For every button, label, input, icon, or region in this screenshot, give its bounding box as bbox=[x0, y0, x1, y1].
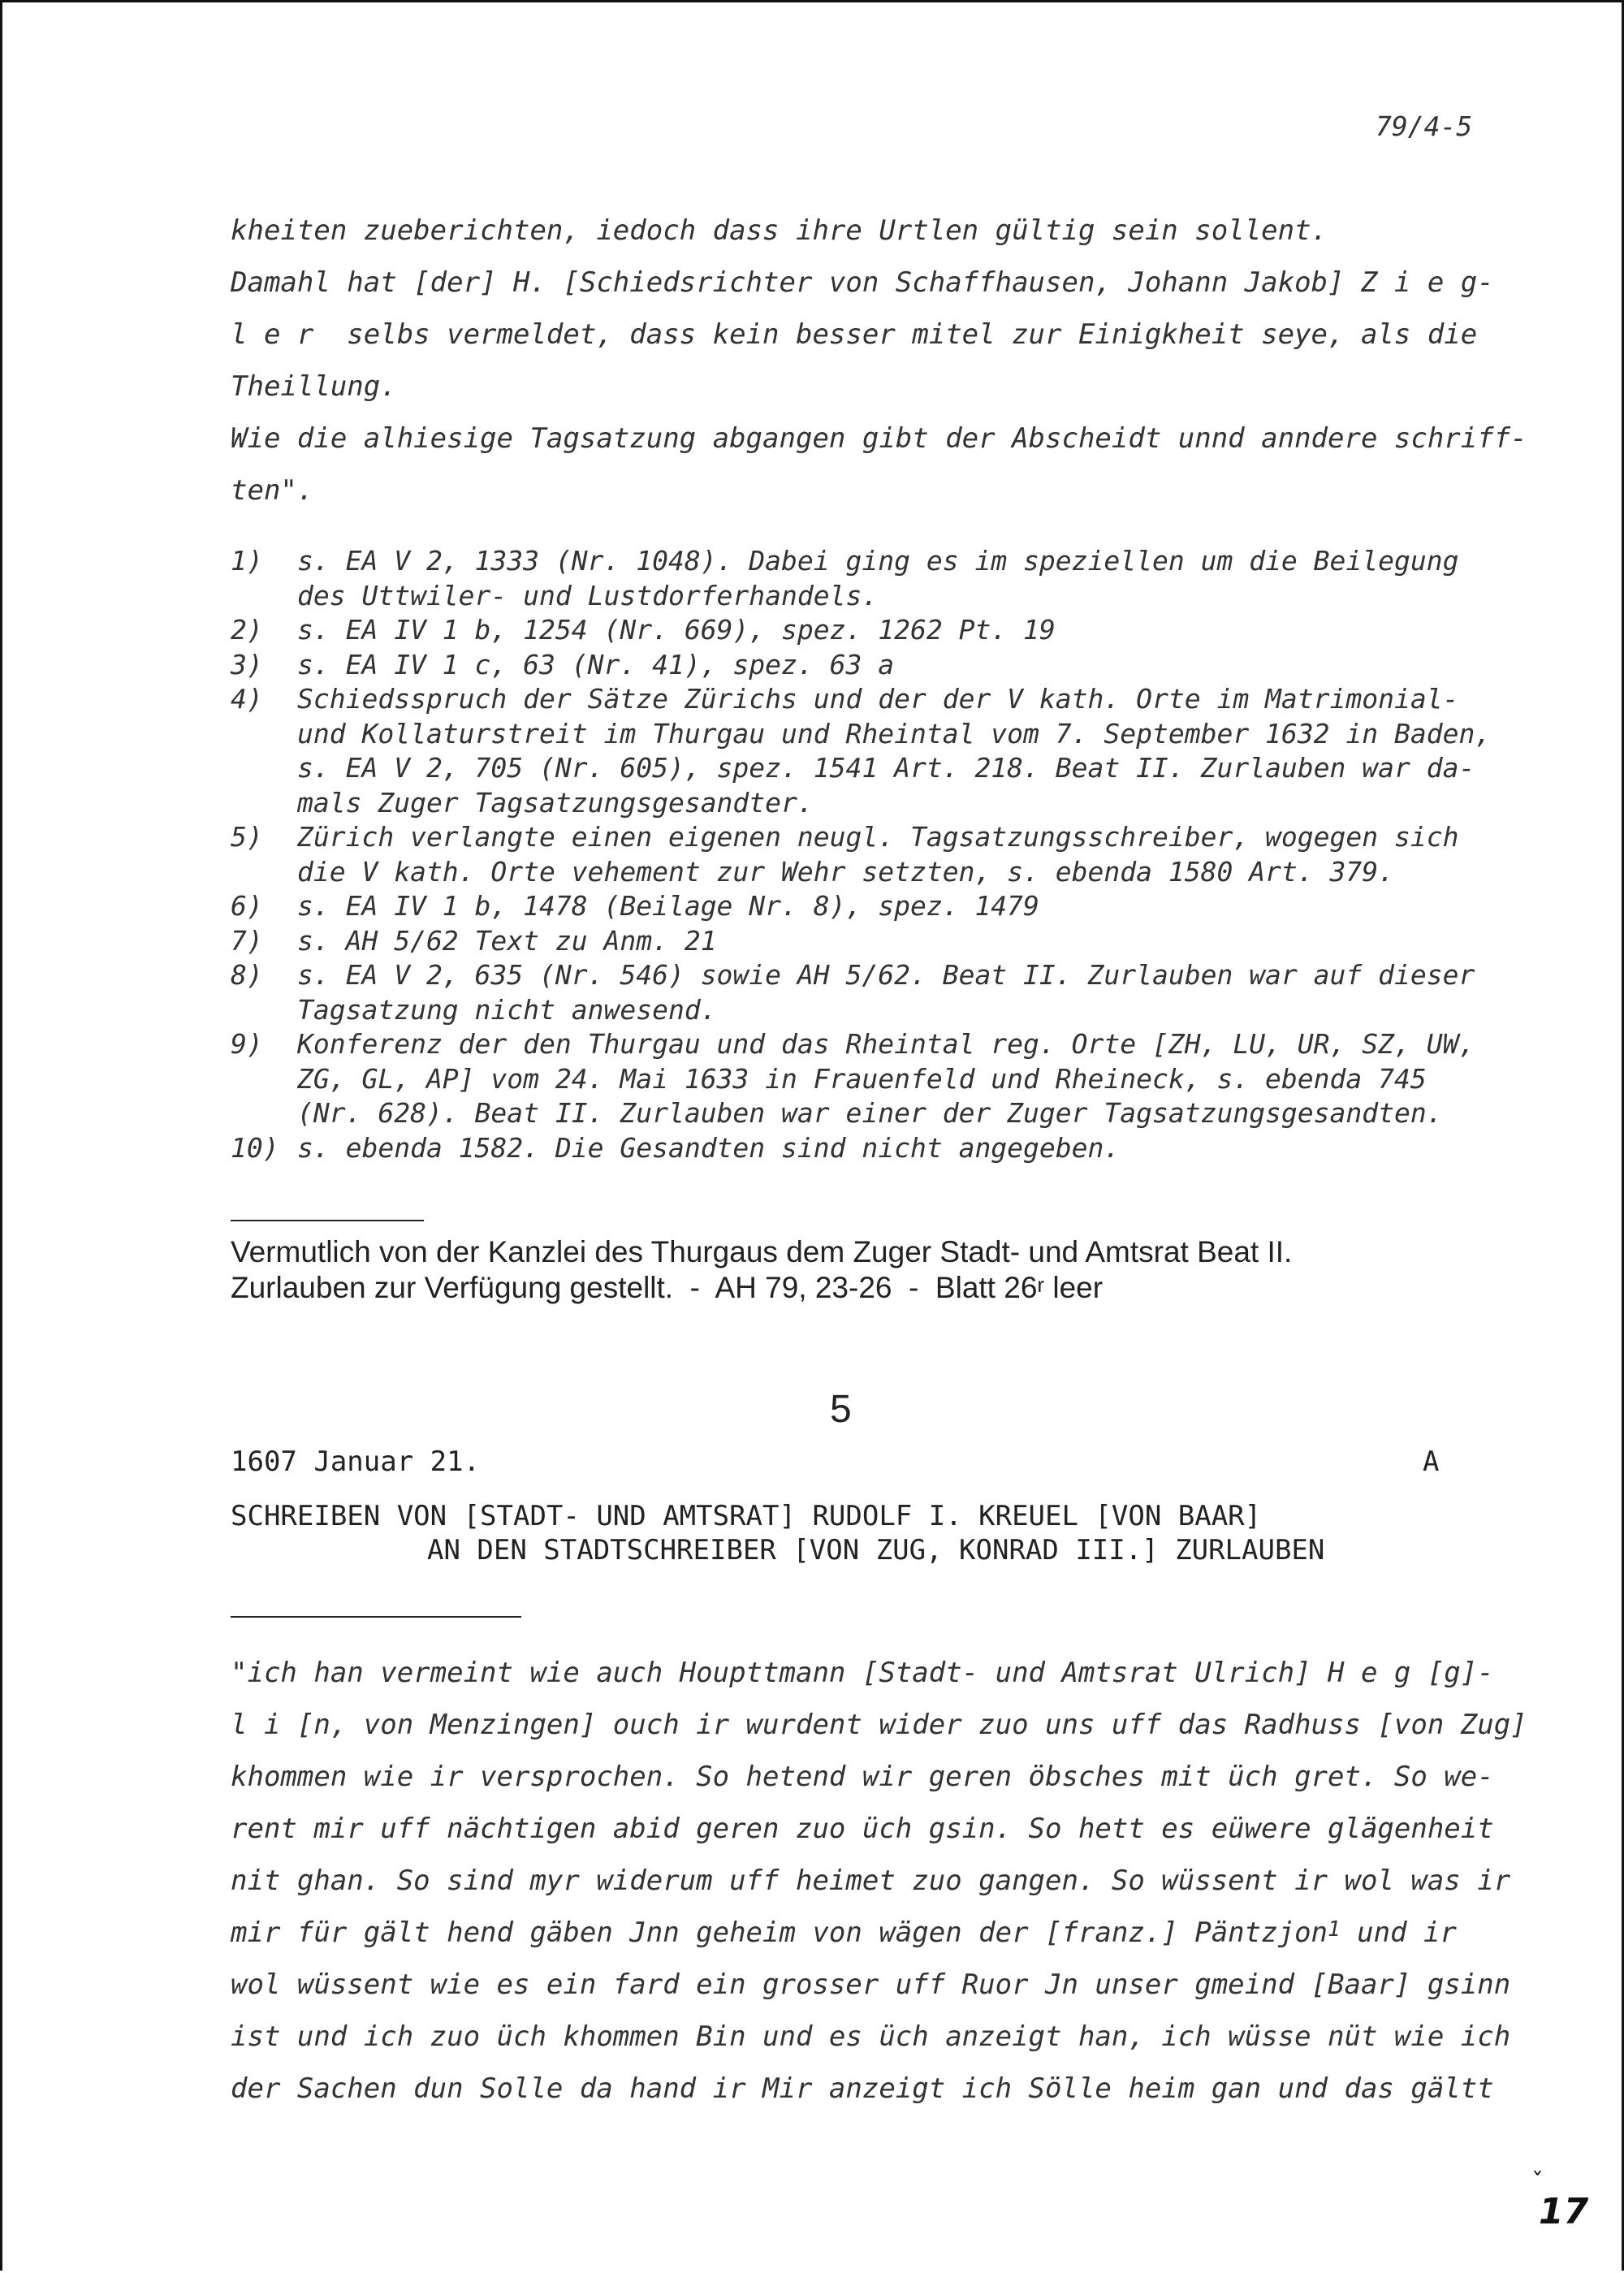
letter-line-8: ist und ich zuo üch khommen Bin und es üch anzeigt han, ich wüsse nüt wie ich bbox=[231, 2020, 1511, 2053]
folio-check-icon: ˇ bbox=[1531, 2168, 1544, 2197]
page-number: 79/4-5 bbox=[1376, 110, 1473, 142]
provenance-line-1: Vermutlich von der Kanzlei des Thurgaus dem Zuger Stadt- und Amtsrat Beat II. bbox=[231, 1235, 1293, 1268]
footnote-4-cont-2: s. EA V 2, 705 (Nr. 605), spez. 1541 Art. 218. Beat II. Zurlauben war da- bbox=[297, 752, 1475, 784]
footnote-4-cont-1: und Kollaturstreit im Thurgau und Rheintal vom 7. September 1632 in Baden, bbox=[297, 717, 1492, 750]
footnote-8: 8) s. EA V 2, 635 (Nr. 546) sowie AH 5/62. Beat II. Zurlauben war auf dieser bbox=[231, 959, 1475, 991]
folio-mark: 17 bbox=[1539, 2191, 1589, 2232]
letter-line-5: nit ghan. So sind myr widerum uff heimet zuo gangen. So wüssent ir wol was ir bbox=[231, 1865, 1511, 1897]
footnote-3: 3) s. EA IV 1 c, 63 (Nr. 41), spez. 63 a bbox=[231, 648, 895, 681]
footnotes bbox=[231, 544, 1491, 1165]
footnote-1-cont: des Uttwiler- und Lustdorferhandels. bbox=[297, 579, 879, 611]
provenance-note bbox=[231, 1234, 1292, 1306]
letter-line-9: der Sachen dun Solle da hand ir Mir anzeigt ich Sölle heim gan und das gältt bbox=[231, 2072, 1494, 2105]
document-type-code: A bbox=[1423, 1445, 1440, 1478]
footnote-1: 1) s. EA V 2, 1333 (Nr. 1048). Dabei ging es im speziellen um die Beilegung bbox=[231, 545, 1459, 577]
letter-line-3: khommen wie ir versprochen. So hetend wir geren öbsches mit üch gret. So we- bbox=[231, 1761, 1494, 1793]
upper-line-5: Wie die alhiesige Tagsatzung abgangen gibt der Abscheidt unnd anndere schriff- bbox=[231, 422, 1527, 455]
title-line-2: AN DEN STADTSCHREIBER [VON ZUG, KONRAD III.] ZURLAUBEN bbox=[427, 1534, 1325, 1566]
document-date: 1607 Januar 21. bbox=[231, 1445, 481, 1478]
document-title bbox=[231, 1499, 1324, 1567]
footnote-6: 6) s. EA IV 1 b, 1478 (Beilage Nr. 8), spez. 1479 bbox=[231, 890, 1039, 922]
upper-line-3: l e r selbs vermeldet, dass kein besser mitel zur Einigkheit seye, als die bbox=[231, 318, 1478, 351]
footnote-4-cont-3: mals Zuger Tagsatzungsgesandter. bbox=[297, 786, 814, 819]
upper-line-1: kheiten zueberichten, iedoch dass ihre Urtlen gültig sein sollent. bbox=[231, 214, 1328, 247]
letter-text bbox=[231, 1647, 1527, 2115]
provenance-rule bbox=[231, 1220, 424, 1221]
footnote-5: 5) Zürich verlangte einen eigenen neugl. Tagsatzungsschreiber, wogegen sich bbox=[231, 821, 1459, 853]
footnote-8-cont: Tagsatzung nicht anwesend. bbox=[297, 993, 717, 1026]
footnote-5-cont: die V kath. Orte vehement zur Wehr setzten, s. ebenda 1580 Art. 379. bbox=[297, 855, 1395, 888]
letter-line-6: mir für gält hend gäben Jnn geheim von wägen der [franz.] Päntzjon$^1$ und ir bbox=[231, 1916, 1457, 1949]
title-rule bbox=[231, 1616, 521, 1618]
title-line-1: SCHREIBEN VON [STADT- UND AMTSRAT] RUDOLF I. KREUEL [VON BAAR] bbox=[231, 1500, 1262, 1532]
letter-line-2: l i [n, von Menzingen] ouch ir wurdent wider zuo uns uff das Radhuss [von Zug] bbox=[231, 1709, 1527, 1741]
letter-line-4: rent mir uff nächtigen abid geren zuo üch gsin. So hett es eüwere glägenheit bbox=[231, 1813, 1494, 1845]
letter-line-1: "ich han vermeint wie auch Houpttmann [Stadt- und Amtsrat Ulrich] H e g [g]- bbox=[231, 1657, 1494, 1689]
footnote-9-cont-2: (Nr. 628). Beat II. Zurlauben war einer der Zuger Tagsatzungsgesandten. bbox=[297, 1097, 1443, 1129]
upper-line-4: Theillung. bbox=[231, 370, 397, 403]
footnote-4: 4) Schiedsspruch der Sätze Zürichs und der der V kath. Orte im Matrimonial- bbox=[231, 683, 1459, 715]
footnote-7: 7) s. AH 5/62 Text zu Anm. 21 bbox=[231, 924, 717, 957]
upper-text bbox=[231, 205, 1527, 516]
footnote-9-cont-1: ZG, GL, AP] vom 24. Mai 1633 in Frauenfeld und Rheineck, s. ebenda 745 bbox=[297, 1062, 1427, 1095]
document-number: 5 bbox=[830, 1388, 852, 1431]
footnote-10: 10) s. ebenda 1582. Die Gesandten sind nicht angegeben. bbox=[231, 1131, 1121, 1164]
footnote-9: 9) Konferenz der den Thurgau und das Rheintal reg. Orte [ZH, LU, UR, SZ, UW, bbox=[231, 1028, 1475, 1060]
upper-line-6: ten". bbox=[231, 474, 314, 507]
footnote-2: 2) s. EA IV 1 b, 1254 (Nr. 669), spez. 1262 Pt. 19 bbox=[231, 614, 1056, 646]
upper-line-2: Damahl hat [der] H. [Schiedsrichter von Schaffhausen, Johann Jakob] Z i e g- bbox=[231, 266, 1494, 299]
letter-line-7: wol wüssent wie es ein fard ein grosser uff Ruor Jn unser gmeind [Baar] gsinn bbox=[231, 1968, 1511, 2001]
provenance-line-2: Zurlauben zur Verfügung gestellt. - AH 79, 23-26 - Blatt 26$^r$ leer bbox=[231, 1271, 1104, 1304]
